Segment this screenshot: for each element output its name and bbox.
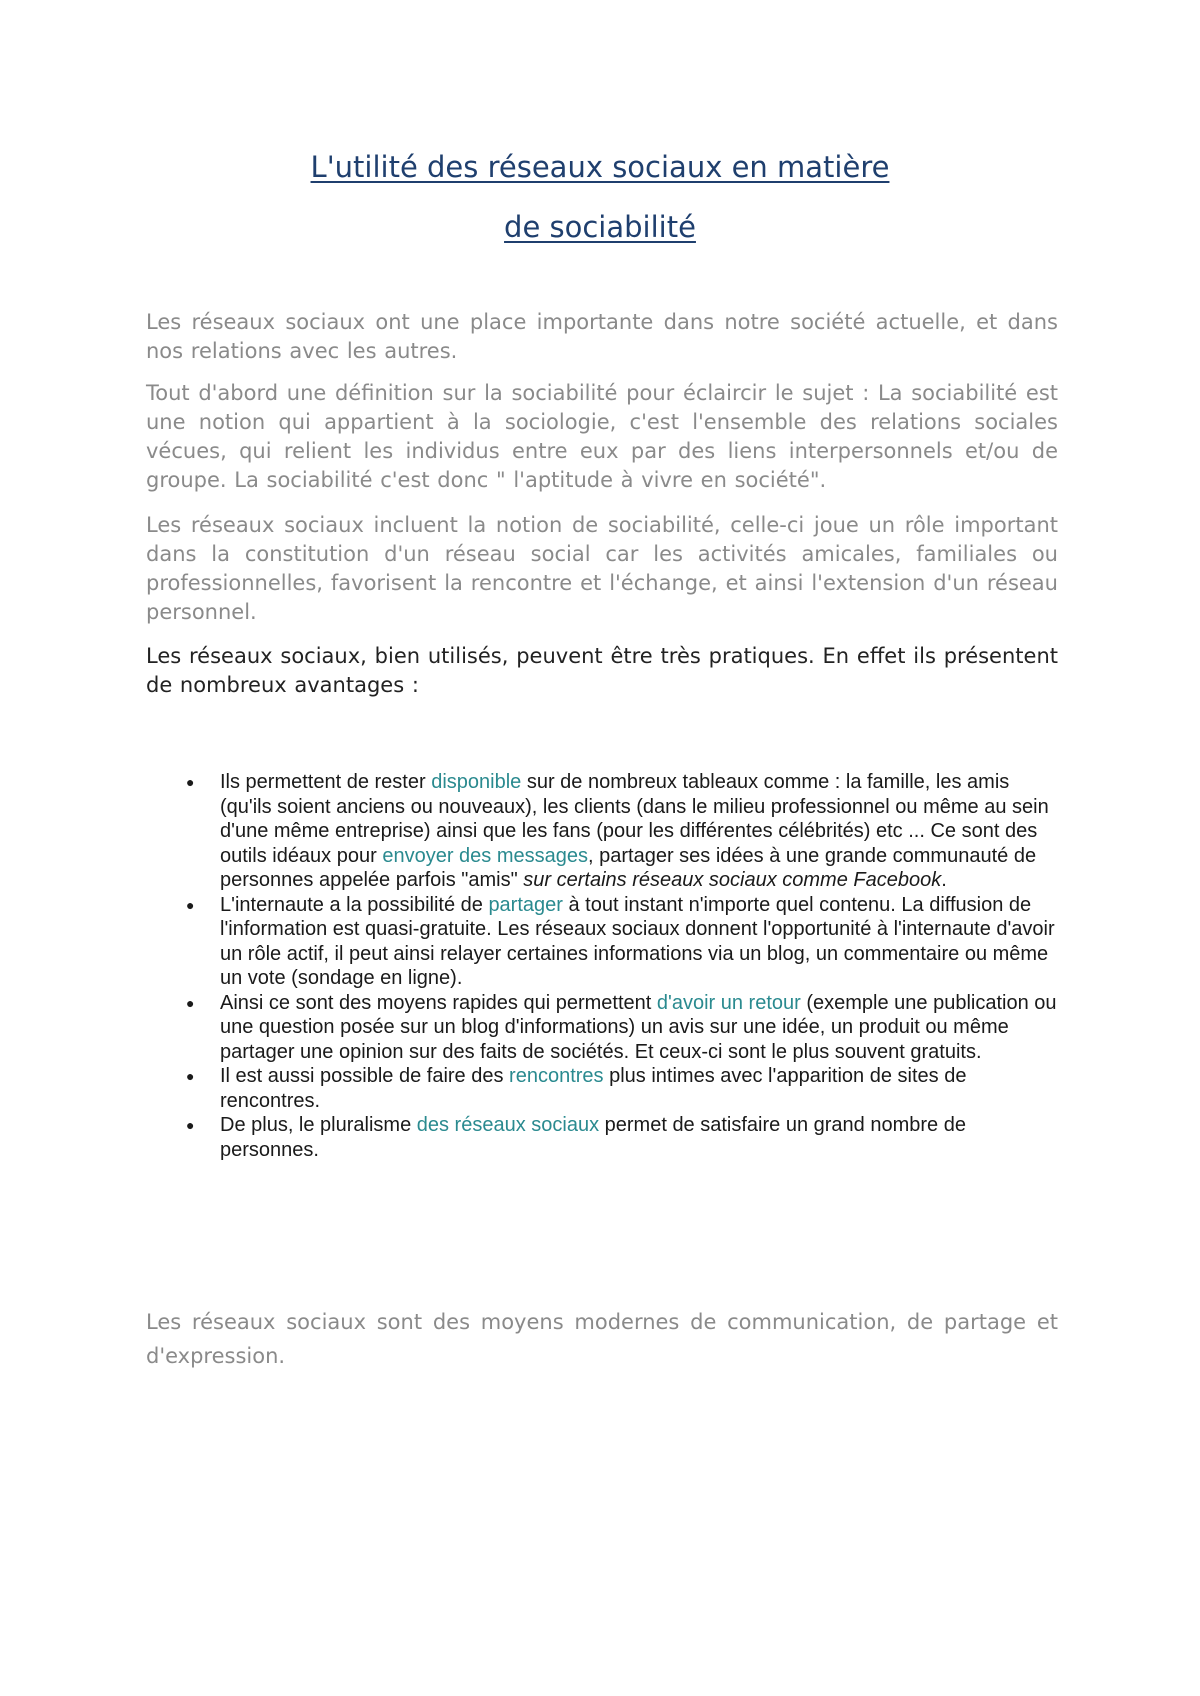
list-item-text: De plus, le pluralisme	[220, 1114, 417, 1136]
list-item-text: , partager ses idées à une grande communauté de personnes appelée parfois "amis"	[220, 844, 1037, 891]
list-item	[146, 770, 1066, 893]
bullet-icon: ●	[186, 1117, 195, 1133]
list-item-text: Ainsi ce sont des moyens rapides qui permettent	[220, 991, 657, 1014]
list-item-text: Il est aussi possible de faire des	[220, 1065, 510, 1087]
list-item-text: (exemple une publication ou une question posée sur un blog d'informations) un avis sur une idée, un produit ou même partager une opinion sur des faits de sociétés. Et ceux-ci sont le plus souvent gratuits.	[220, 991, 1057, 1063]
list-item	[146, 893, 1066, 991]
highlighted-term: disponible	[431, 771, 522, 793]
italic-text: sur certains réseaux sociaux comme Facebook	[523, 869, 942, 891]
list-item-text: plus intimes avec l'apparition de sites de rencontres.	[220, 1065, 967, 1112]
list-item-text: sur de nombreux tableaux comme : la famille, les amis (qu'ils soient anciens ou nouveaux), les clients (dans le milieu professionnel ou même au sein d'une même entreprise) ainsi que les fans (pour les différentes célébrités) etc ... Ce sont des outils idéaux pour	[220, 771, 1049, 867]
intro-paragraph: Les réseaux sociaux ont une place importante dans notre société actuelle, et dans nos relations avec les autres.	[146, 310, 1058, 363]
advantages-list	[146, 770, 1066, 1162]
list-item-text: Ils permettent de rester	[220, 771, 432, 793]
highlighted-term: des réseaux sociaux	[416, 1114, 600, 1136]
document-title-line-2: de sociabilité	[504, 210, 696, 244]
bullet-icon: ●	[186, 774, 195, 790]
list-item	[146, 991, 1066, 1065]
highlighted-term: envoyer des messages	[382, 844, 588, 867]
bullet-icon: ●	[186, 1068, 195, 1084]
list-item	[146, 1113, 1066, 1162]
bullet-icon: ●	[186, 896, 195, 913]
definition-paragraph: Tout d'abord une définition sur la sociabilité pour éclaircir le sujet : La sociabilité est une notion qui appartient à la sociologie, c'est l'ensemble des relations sociales vécues, qui relient les individus entre eux par des liens interpersonnels et/ou de groupe. La sociabilité c'est donc " l'aptitude à vivre en société".	[146, 381, 1058, 492]
highlighted-term: partager	[488, 893, 563, 916]
list-item-text: L'internaute a la possibilité de	[220, 893, 489, 916]
list-item-text: permet de satisfaire un grand nombre de personnes.	[220, 1114, 966, 1161]
document-title-line-1: L'utilité des réseaux sociaux en matière	[310, 150, 890, 184]
sociability-paragraph: Les réseaux sociaux incluent la notion de sociabilité, celle-ci joue un rôle important dans la constitution d'un réseau social car les activités amicales, familiales ou professionnelles, favorisent la rencontre et l'échange, et ainsi l'extension d'un réseau personnel.	[146, 513, 1058, 624]
highlighted-term: d'avoir un retour	[656, 991, 801, 1014]
bullet-icon: ●	[186, 994, 195, 1011]
list-item	[146, 1064, 1066, 1113]
advantages-intro-paragraph: Les réseaux sociaux, bien utilisés, peuvent être très pratiques. En effet ils présentent de nombreux avantages :	[146, 644, 1058, 697]
closing-paragraph: Les réseaux sociaux sont des moyens modernes de communication, de partage et d'expression.	[146, 1310, 1058, 1368]
list-item-text: .	[941, 869, 947, 891]
list-item-text: à tout instant n'importe quel contenu. La diffusion de l'information est quasi-gratuite. Les réseaux sociaux donnent l'opportunité à l'internaute d'avoir un rôle actif, il peut ainsi relayer certaines informations via un blog, un commentaire ou même un vote (sondage en ligne).	[220, 893, 1055, 989]
highlighted-term: rencontres	[509, 1065, 604, 1087]
